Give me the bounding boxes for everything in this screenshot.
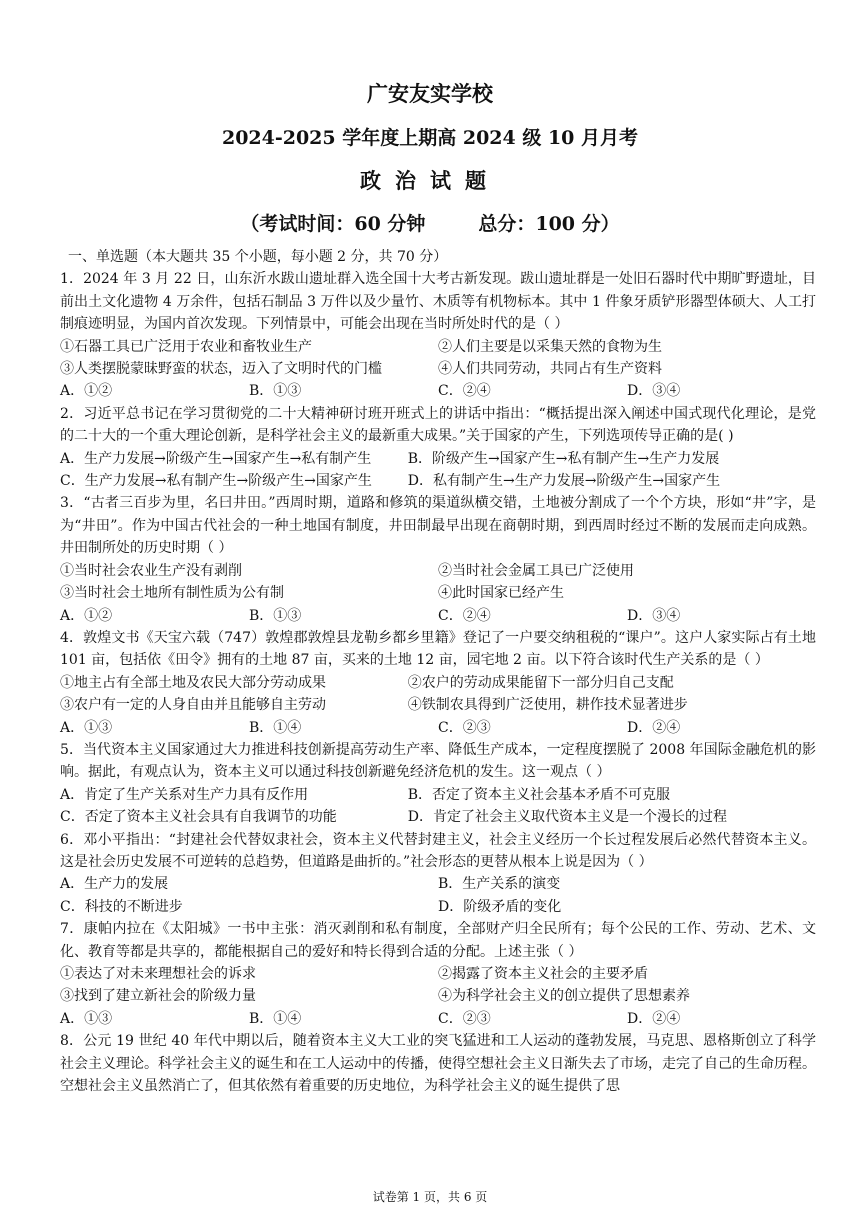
option-a: A．①② [60,607,113,624]
option-c: C．否定了资本主义社会具有自我调节的功能 [60,809,337,826]
option-b: B．①④ [249,1010,302,1027]
statement: ②人们主要是以采集天然的食物为生 [438,338,662,355]
question-6-stem: 6．邓小平指出：“封建社会代替奴隶社会，资本主义代替封建主义，社会主义经历一个长过程发展后必然代替资本主义。这是社会历史发展不可逆转的总趋势，但道路是曲折的。”社会形态的更替从根本上说是因为（ ） [60,831,816,870]
statement: ③找到了建立新社会的阶级力量 [60,988,256,1005]
question-7-statements-row2 [60,985,816,1007]
option-a: A．①② [60,383,113,400]
option-c: C．科技的不断进步 [60,898,183,915]
option-b: B．①③ [249,383,302,400]
exam-term: 2024-2025 学年度上期高 2024 级 10 月月考 [221,127,639,149]
option-b: B．①④ [249,719,302,736]
statement: ②揭露了资本主义社会的主要矛盾 [438,966,648,982]
exam-info: （考试时间：60 分钟 总分：100 分） [240,213,620,235]
question-3-options [60,605,816,627]
option-d: D．阶级矛盾的变化 [438,898,562,915]
question-6-options-row1 [60,873,816,895]
question-1-stem: 1．2024 年 3 月 22 日，山东沂水跋山遗址群入选全国十大考古新发现。跋山遗址群是一处旧石器时代中期旷野遗址，目前出土文化遗物 4 万余件，包括石制品 3 万件以及少量竹、木质等有机物标本。其中 1 件象牙质铲形器型体硕大、人工打制痕迹明显，为国内首次发现。下列情景中，可能会出现在当时所处时代的是（ ） [60,271,816,333]
option-d: D．私有制产生→生产力发展→阶级产生→国家产生 [407,473,721,490]
option-b: B．否定了资本主义社会基本矛盾不可克服 [407,786,671,803]
statement: ④此时国家已经产生 [438,585,564,602]
question-2-options-row2 [60,470,816,492]
school-name: 广安友实学校 [367,81,493,106]
option-d: D．②④ [627,1010,681,1027]
page-footer: 试卷第 1 页，共 6 页 [372,1190,488,1204]
question-5-options-row2 [60,806,816,828]
question-5-stem: 5．当代资本主义国家通过大力推进科技创新提高劳动生产率、降低生产成本，一定程度摆脱了 2008 年国际金融危机的影响。据此，有观点认为，资本主义可以通过科技创新避免经济危机的发生。这一观点（ ） [60,741,816,781]
option-d: D．③④ [627,383,681,400]
question-8-stem: 8．公元 19 世纪 40 年代中期以后，随着资本主义大工业的突飞猛进和工人运动的蓬勃发展，马克思、恩格斯创立了科学社会主义理论。科学社会主义的诞生和在工人运动中的传播，使得空想社会主义日渐失去了市场，走完了自己的生命历程。空想社会主义虽然消亡了，但其依然有着重要的历史地位，为科学社会主义的诞生提供了思 [60,1033,816,1095]
statement: ④铁制农具得到广泛使用，耕作技术显著进步 [407,697,688,714]
option-a: A．①③ [60,1010,113,1027]
statement: ④人们共同劳动，共同占有生产资料 [438,361,662,378]
question-1-options [60,380,816,402]
statement: ③人类摆脱蒙昧野蛮的状态，迈入了文明时代的门槛 [60,361,382,378]
option-a: A．生产力的发展 [60,876,169,893]
question-2-stem: 2．习近平总书记在学习贯彻党的二十大精神研讨班开班式上的讲话中指出：“概括提出深入阐述中国式现代化理论，是党的二十大的一个重大理论创新，是科学社会主义的最新重大成果。”关于国家的产生，下列选项传导正确的是( ) [60,405,816,445]
question-2-options-row1 [60,448,816,470]
option-d: D．肯定了社会主义取代资本主义是一个漫长的过程 [407,809,727,826]
statement: ①石器工具已广泛用于农业和畜牧业生产 [60,338,312,355]
question-7-stem: 7．康帕内拉在《太阳城》一书中主张：消灭剥削和私有制度，全部财产归全民所有；每个公民的工作、劳动、艺术、文化、教育等都是共享的，都能根据自己的爱好和特长得到合适的分配。上述主张（ ） [60,921,816,960]
question-list [60,246,816,1097]
option-c: C．生产力发展→私有制产生→阶级产生→国家产生 [60,473,372,490]
option-a: A．生产力发展→阶级产生→国家产生→私有制产生 [60,450,372,467]
question-4-options [60,717,816,739]
subject-title: 政治试题 [360,168,500,193]
question-1-statements-row1 [60,336,816,358]
question-4-statements-row2 [60,694,816,716]
statement: ③农户有一定的人身自由并且能够自主劳动 [60,697,326,714]
statement: ①表达了对未来理想社会的诉求 [60,966,256,982]
option-b: B．①③ [249,607,302,624]
question-3-stem: 3．“古者三百步为里，名曰井田。”西周时期，道路和修筑的渠道纵横交错，土地被分割成了一个个方块，形如“井”字，是为“井田”。作为中国古代社会的一种土地国有制度，井田制最早出现在商朝时期，到西周时经过不断的发展而走向成熟。井田制所处的历史时期（ ） [60,495,816,557]
statement: ②农户的劳动成果能留下一部分归自己支配 [407,674,674,691]
option-b: B．生产关系的演变 [438,876,561,893]
section-title: 一、单选题（本大题共 35 个小题，每小题 2 分，共 70 分） [68,249,448,265]
question-4-stem: 4．敦煌文书《天宝六载（747）敦煌郡敦煌县龙勒乡都乡里籍》登记了一户要交纳租税的“课户”。这户人家实际占有土地 101 亩，包括依《田令》拥有的土地 87 亩，买来的土地 12 亩，园宅地 2 亩。以下符合该时代生产关系的是（ ） [60,629,816,669]
option-c: C．②③ [438,719,491,736]
question-1-statements-row2 [60,358,816,380]
option-c: C．②③ [438,1010,491,1027]
statement: ③当时社会土地所有制性质为公有制 [60,585,284,602]
question-3-statements-row1 [60,560,816,582]
option-d: D．②④ [627,719,681,736]
statement: ①地主占有全部土地及农民大部分劳动成果 [60,674,326,691]
option-c: C．②④ [438,607,491,624]
question-7-options [60,1008,816,1030]
statement: ④为科学社会主义的创立提供了思想素养 [438,988,690,1005]
option-a: A．①③ [60,719,113,736]
question-5-options-row1 [60,784,816,806]
question-3-statements-row2 [60,582,816,604]
question-6-options-row2 [60,896,816,918]
question-7-statements-row1 [60,963,816,985]
option-d: D．③④ [627,607,681,624]
option-a: A．肯定了生产关系对生产力具有反作用 [60,786,309,803]
statement: ①当时社会农业生产没有剥削 [60,562,242,579]
question-4-statements-row1 [60,672,816,694]
statement: ②当时社会金属工具已广泛使用 [438,562,634,579]
option-b: B．阶级产生→国家产生→私有制产生→生产力发展 [407,450,720,467]
option-c: C．②④ [438,383,491,400]
